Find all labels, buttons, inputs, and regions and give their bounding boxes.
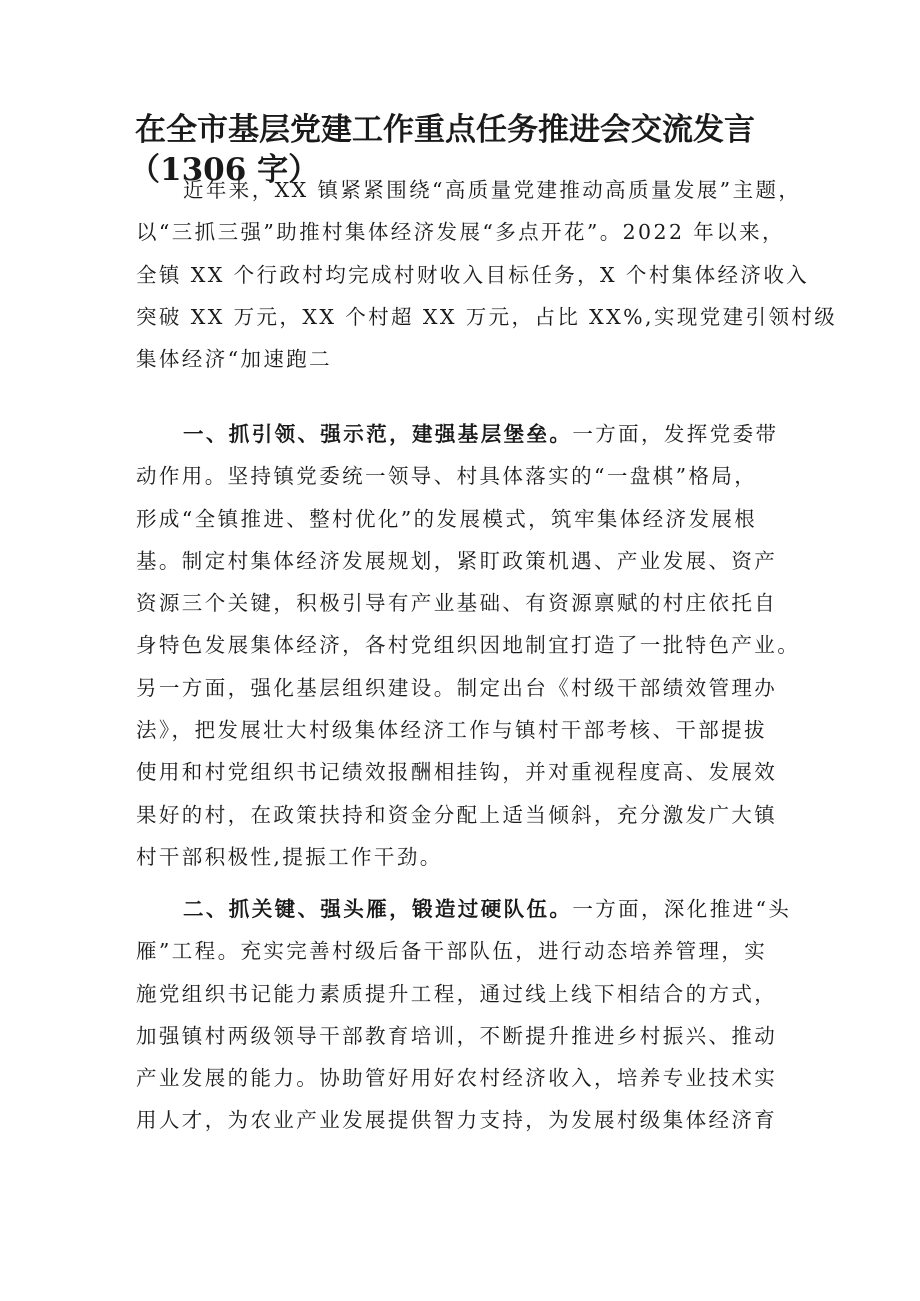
paragraph-line: 村干部积极性,提振工作干劲。 <box>136 844 443 869</box>
paragraph-section-2 <box>136 888 796 1142</box>
paragraph-line: 另一方面，强化基层组织建设。制定出台《村级干部绩效管理办 <box>136 675 778 700</box>
paragraph-line: 一方面，深化推进“头 <box>572 897 792 921</box>
section-heading: 二、抓关键、强头雁，锻造过硬队伍。 <box>183 897 573 921</box>
paragraph-line: 果好的村，在政策扶持和资金分配上适当倾斜，充分激发广大镇 <box>136 802 778 827</box>
paragraph-line: 近年来，XX 镇紧紧围绕“高质量党建推动高质量发展”主题， <box>183 178 802 202</box>
paragraph-line: 动作用。坚持镇党委统一领导、村具体落实的“一盘棋”格局， <box>136 464 758 489</box>
paragraph-line: 基。制定村集体经济发展规划，紧盯政策机遇、产业发展、资产 <box>136 548 778 573</box>
paragraph-line: 用人才，为农业产业发展提供智力支持，为发展村级集体经济育 <box>136 1108 778 1133</box>
paragraph-line: 雁”工程。充实完善村级后备干部队伍，进行动态培养管理，实 <box>136 939 768 964</box>
paragraph-line: 全镇 XX 个行政村均完成村财收入目标任务，X 个村集体经济收入 <box>136 262 810 287</box>
paragraph-line: 产业发展的能力。协助管好用好农村经济收入，培养专业技术实 <box>136 1066 778 1091</box>
section-heading: 一、抓引领、强示范，建强基层堡垒。 <box>183 422 573 446</box>
title-line-2: （1306 字） <box>129 152 320 188</box>
paragraph-line: 资源三个关键，积极引导有产业基础、有资源禀赋的村庄依托自 <box>136 591 778 616</box>
paragraph-section-1 <box>136 413 801 878</box>
paragraph-line: 一方面，发挥党委带 <box>572 422 779 446</box>
paragraph-line: 施党组织书记能力素质提升工程，通过线上线下相结合的方式， <box>136 981 778 1006</box>
paragraph-line: 使用和村党组织书记绩效报酬相挂钩，并对重视程度高、发展效 <box>136 760 778 785</box>
paragraph-intro <box>136 169 838 380</box>
title-line-1: 在全市基层党建工作重点任务推进会交流发言 <box>135 112 755 148</box>
paragraph-line: 以“三抓三强”助推村集体经济发展“多点开花”。2022 年以来， <box>136 220 785 245</box>
paragraph-line: 加强镇村两级领导干部教育培训，不断提升推进乡村振兴、推动 <box>136 1023 778 1048</box>
paragraph-line: 集体经济“加速跑二 <box>136 347 333 372</box>
paragraph-line: 法》，把发展壮大村级集体经济工作与镇村干部考核、干部提拔 <box>136 718 767 743</box>
paragraph-line: 形成“全镇推进、整村优化”的发展模式，筑牢集体经济发展根 <box>136 506 758 531</box>
paragraph-line: 突破 XX 万元，XX 个村超 XX 万元，占比 XX%,实现党建引领村级 <box>136 304 838 329</box>
paragraph-line: 身特色发展集体经济，各村党组织因地制宜打造了一批特色产业。 <box>136 633 801 658</box>
